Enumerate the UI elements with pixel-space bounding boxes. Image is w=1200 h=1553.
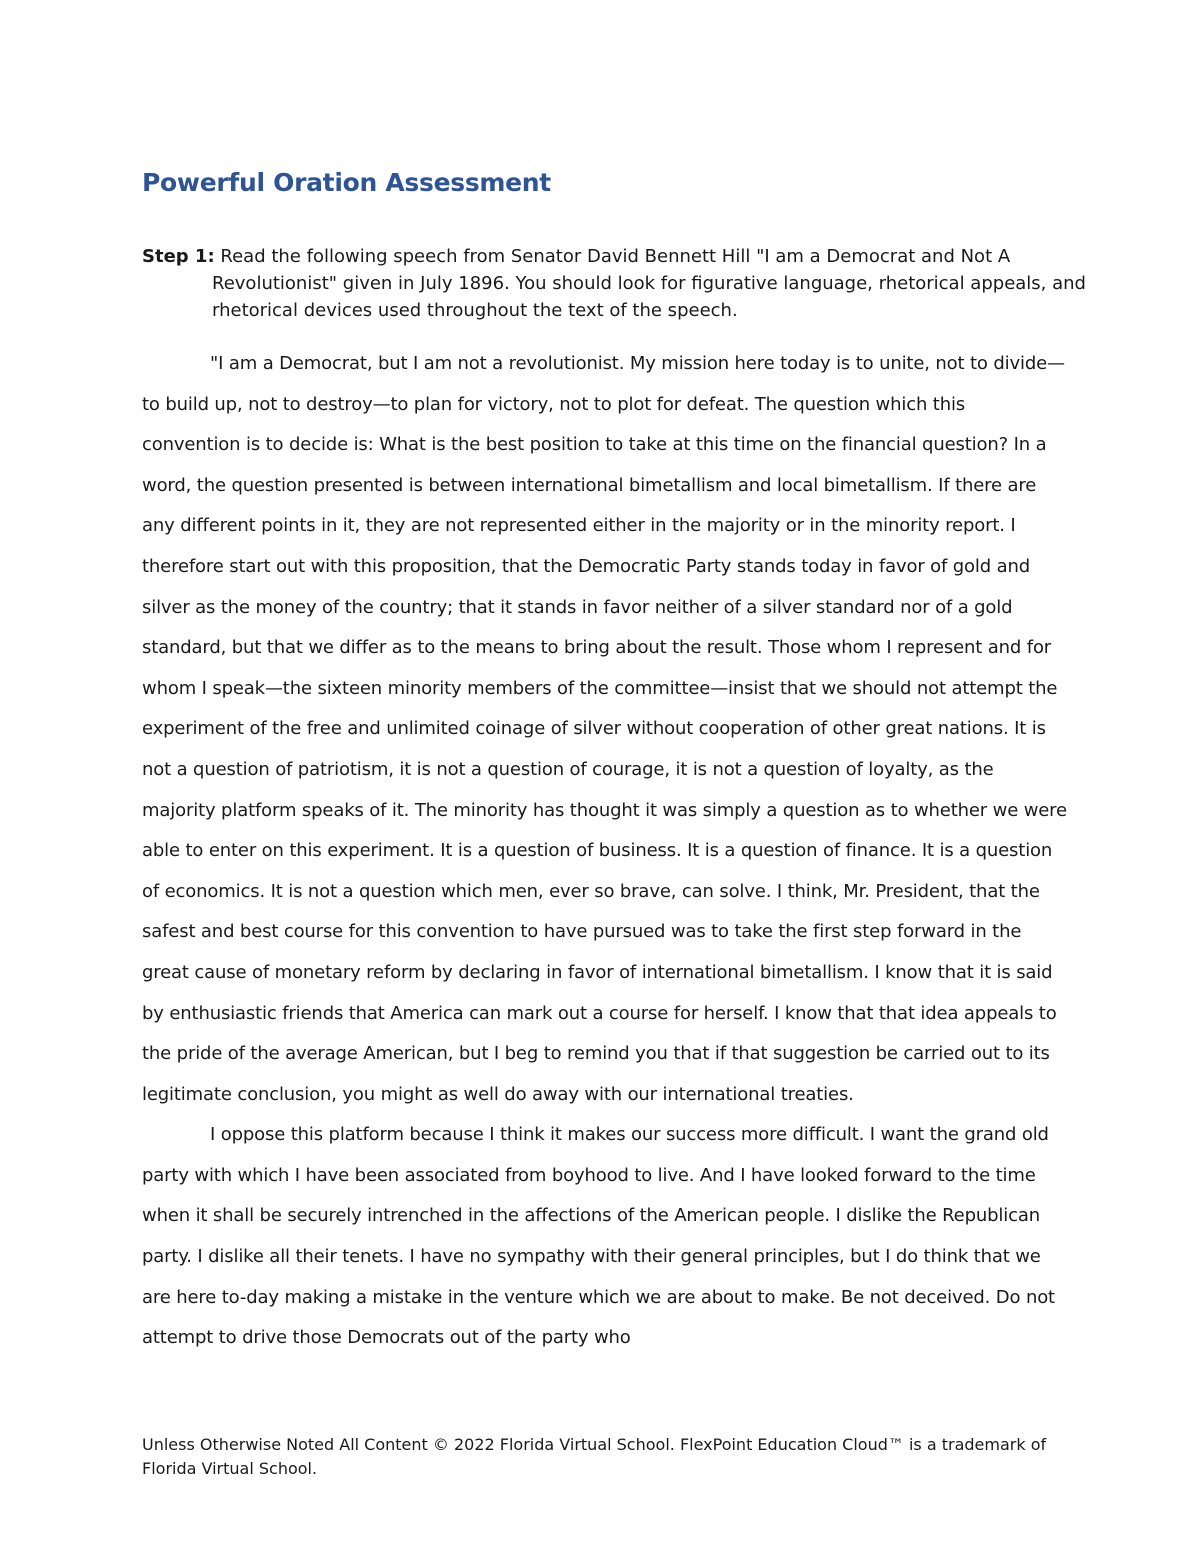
step-text: Read the following speech from Senator David Bennett Hill "I am a Democrat and Not A Revolutionist" given in July 1896. You should look for figurative language, rhetorical appeals, and rhetorical devices used throughout the text of the speech. xyxy=(212,246,1086,321)
page-title: Powerful Oration Assessment xyxy=(142,168,551,197)
speech-paragraph-1: "I am a Democrat, but I am not a revolutionist. My mission here today is to unite, not to divide—to build up, not to destroy—to plan for victory, not to plot for defeat. The question which this convention is to decide is: What is the best position to take at this time on the financial question? In a word, the question presented is between international bimetallism and local bimetallism. If there are any different points in it, they are not represented either in the majority or in the minority report. I therefore start out with this proposition, that the Democratic Party stands today in favor of gold and silver as the money of the country; that it stands in favor neither of a silver standard nor of a gold standard, but that we differ as to the means to bring about the result. Those whom I represent and for whom I speak—the sixteen minority members of the committee—insist that we should not attempt the experiment of the free and unlimited coinage of silver without cooperation of other great nations. It is not a question of patriotism, it is not a question of courage, it is not a question of loyalty, as the majority platform speaks of it. The minority has thought it was simply a question as to whether we were able to enter on this experiment. It is a question of business. It is a question of finance. It is a question of economics. It is not a question which men, ever so brave, can solve. I think, Mr. President, that the safest and best course for this convention to have pursued was to take the first step forward in the great cause of monetary reform by declaring in favor of international bimetallism. I know that it is said by enthusiastic friends that America can mark out a course for herself. I know that that idea appeals to the pride of the average American, but I beg to remind you that if that suggestion be carried out to its legitimate conclusion, you might as well do away with our international treaties. xyxy=(142,353,1067,1105)
step-label: Step 1: xyxy=(142,246,215,267)
speech-text xyxy=(142,344,1067,1359)
step-instruction xyxy=(142,243,1137,324)
copyright-footer: Unless Otherwise Noted All Content © 2022 Florida Virtual School. FlexPoint Education Cloud™ is a trademark of Florida Virtual School. xyxy=(142,1435,1047,1478)
speech-paragraph-2: I oppose this platform because I think it makes our success more difficult. I want the grand old party with which I have been associated from boyhood to live. And I have looked forward to the time when it shall be securely intrenched in the affections of the American people. I dislike the Republican party. I dislike all their tenets. I have no sympathy with their general principles, but I do think that we are here to-day making a mistake in the venture which we are about to make. Be not deceived. Do not attempt to drive those Democrats out of the party who xyxy=(142,1124,1055,1349)
